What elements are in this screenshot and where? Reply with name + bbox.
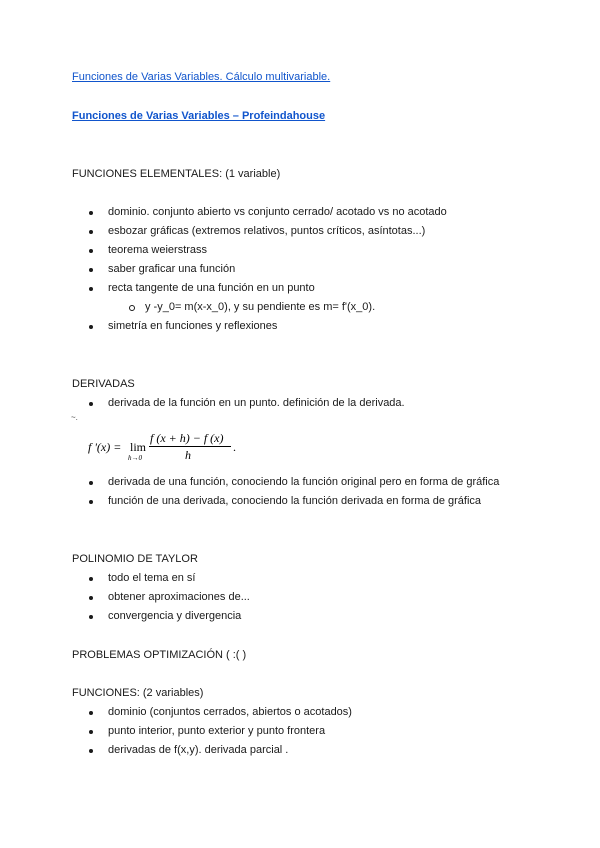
list-item: simetría en funciones y reflexiones: [72, 317, 447, 336]
link-funciones-multivariable[interactable]: Funciones de Varias Variables. Cálculo multivariable.: [72, 71, 331, 83]
list-item: convergencia y divergencia: [72, 607, 250, 626]
list-item: saber graficar una función: [72, 260, 447, 279]
formula-lim: lim: [130, 440, 147, 454]
list-funciones-elementales: [72, 203, 447, 336]
list-derivadas-1: [72, 394, 405, 413]
heading-derivadas: DERIVADAS: [72, 378, 135, 390]
list-item: dominio. conjunto abierto vs conjunto cerrado/ acotado vs no acotado: [72, 203, 447, 222]
list-taylor: [72, 569, 250, 626]
list-item: derivadas de f(x,y). derivada parcial .: [72, 741, 352, 760]
list-item: todo el tema en sí: [72, 569, 250, 588]
formula-lim-subscript: h→0: [128, 454, 142, 462]
list-item: derivada de una función, conociendo la función original pero en forma de gráfica: [72, 473, 499, 492]
formula-denominator: h: [185, 448, 191, 462]
formula-lhs: f '(x) =: [88, 440, 122, 454]
list-item: esbozar gráficas (extremos relativos, puntos críticos, asíntotas...): [72, 222, 447, 241]
derivative-definition-formula: [88, 428, 268, 464]
heading-funciones-elementales: FUNCIONES ELEMENTALES: (1 variable): [72, 168, 281, 180]
list-funciones-2-variables: [72, 703, 352, 760]
list-item: dominio (conjuntos cerrados, abiertos o acotados): [72, 703, 352, 722]
list-item: función de una derivada, conociendo la función derivada en forma de gráfica: [72, 492, 499, 511]
formula-end: .: [233, 440, 236, 454]
heading-polinomio-taylor: POLINOMIO DE TAYLOR: [72, 553, 198, 565]
list-item: teorema weierstrass: [72, 241, 447, 260]
formula-numerator: f (x + h) − f (x): [150, 431, 224, 445]
list-item: punto interior, punto exterior y punto frontera: [72, 722, 352, 741]
list-item: obtener aproximaciones de...: [72, 588, 250, 607]
stray-mark: ~.: [71, 413, 78, 422]
heading-problemas-optimizacion: PROBLEMAS OPTIMIZACIÓN ( :( ): [72, 649, 247, 661]
formula-fraction-bar: [149, 446, 231, 447]
sub-list-item: y -y_0= m(x-x_0), y su pendiente es m= f'(x_0).: [72, 298, 447, 317]
heading-funciones-2-variables: FUNCIONES: (2 variables): [72, 687, 204, 699]
list-item: recta tangente de una función en un punto: [72, 279, 447, 298]
link-profeindahouse[interactable]: Funciones de Varias Variables – Profeindahouse: [72, 110, 326, 122]
list-item: derivada de la función en un punto. definición de la derivada.: [72, 394, 405, 413]
list-derivadas-2: [72, 473, 499, 511]
